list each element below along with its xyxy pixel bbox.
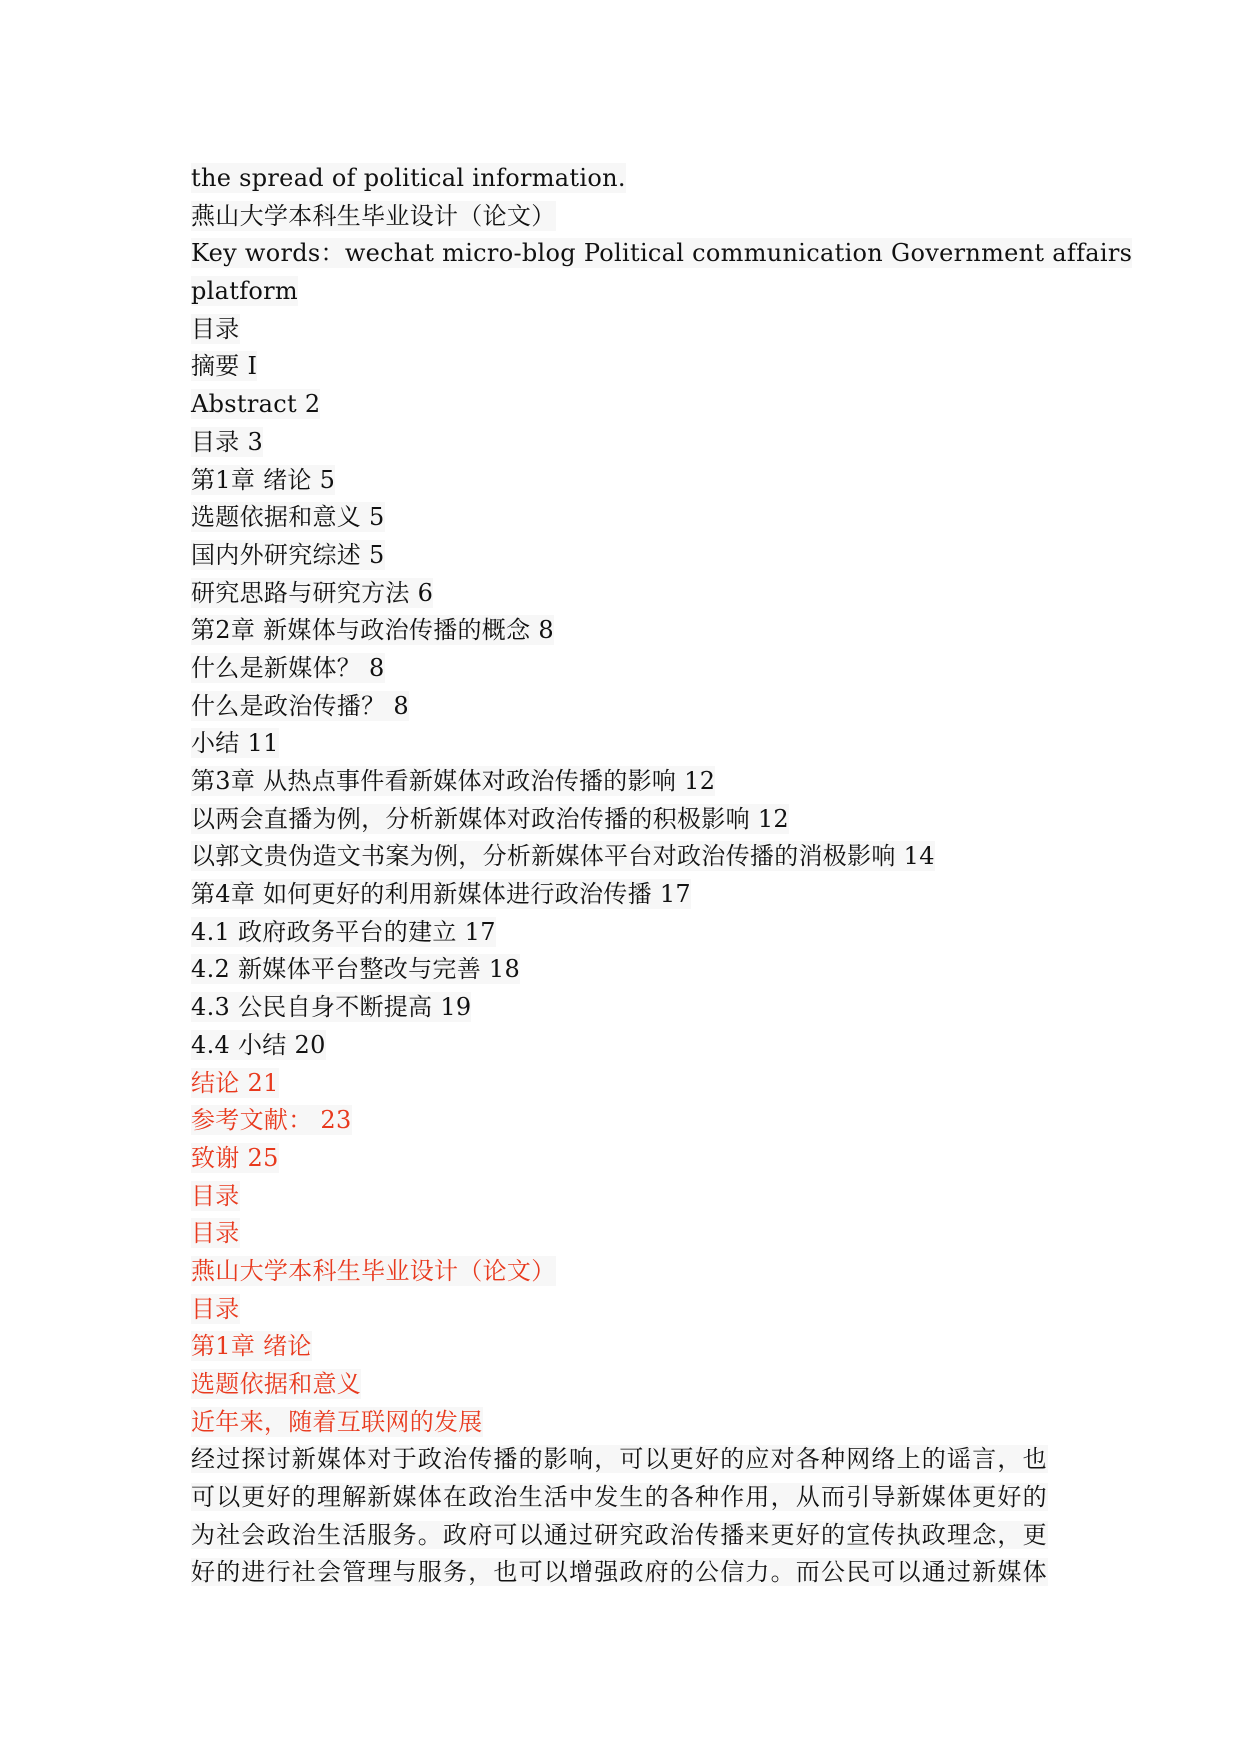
toc-entry [191, 348, 1056, 386]
document-body [191, 160, 1133, 1592]
text-line [191, 1291, 1056, 1329]
text-line [191, 1253, 1056, 1291]
line-text: 第4章 如何更好的利用新媒体进行政治传播 17 [191, 880, 691, 909]
text-line [191, 235, 1133, 273]
toc-entry [191, 650, 1056, 688]
chapter-heading [191, 1328, 1056, 1366]
line-text: 目录 [191, 1294, 240, 1323]
toc-entry [191, 763, 1056, 801]
line-text: 摘要 I [191, 352, 258, 381]
toc-entry [191, 462, 1056, 500]
line-text: 近年来，随着互联网的发展 [191, 1407, 483, 1436]
toc-entry [191, 537, 1056, 575]
line-text: 第1章 绪论 [191, 1332, 312, 1361]
line-text: platform [191, 277, 298, 306]
toc-entry [191, 424, 1056, 462]
line-text: 目录 [191, 1219, 240, 1248]
toc-entry [191, 989, 1056, 1027]
line-text: Key words：wechat micro-blog Political communication Government affairs [191, 239, 1133, 268]
section-heading [191, 1366, 1056, 1404]
line-text: 燕山大学本科生毕业设计（论文） [191, 201, 556, 230]
toc-entry [191, 951, 1056, 989]
toc-entry [191, 1065, 1056, 1103]
toc-entry [191, 386, 1056, 424]
toc-entry [191, 1140, 1056, 1178]
line-text: 第3章 从热点事件看新媒体对政治传播的影响 12 [191, 767, 716, 795]
text-line [191, 273, 1056, 311]
line-text: 什么是政治传播？ 8 [191, 691, 409, 720]
line-text: 4.3 公民自身不断提高 19 [191, 993, 472, 1022]
toc-entry [191, 801, 1056, 839]
line-text: 国内外研究综述 5 [191, 540, 385, 569]
text-line [191, 160, 1056, 198]
line-text: 4.2 新媒体平台整改与完善 18 [191, 955, 521, 984]
paragraph-text: 经过探讨新媒体对于政治传播的影响，可以更好的应对各种网络上的谣言，也可以更好的理解新媒体在政治生活中发生的各种作用，从而引导新媒体更好的为社会政治生活服务。政府可以通过研究政治传播来更好的宣传执政理念，更好的进行社会管理与服务，也可以增强政府的公信力。而公民可以通过新媒体 [191, 1445, 1048, 1587]
line-text: 第1章 绪论 5 [191, 465, 336, 494]
line-text: 燕山大学本科生毕业设计（论文） [191, 1256, 556, 1285]
line-text: 第2章 新媒体与政治传播的概念 8 [191, 616, 554, 645]
line-text: 目录 [191, 314, 240, 343]
line-text: 目录 [191, 1181, 240, 1210]
line-text: 小结 11 [191, 729, 279, 758]
text-line [191, 198, 1056, 236]
toc-entry [191, 499, 1056, 537]
line-text: 以两会直播为例，分析新媒体对政治传播的积极影响 12 [191, 804, 789, 833]
line-text: 4.1 政府政务平台的建立 17 [191, 917, 496, 946]
line-text: 4.4 小结 20 [191, 1030, 326, 1059]
toc-heading [191, 311, 1056, 349]
toc-entry [191, 575, 1056, 613]
line-text: Abstract 2 [191, 390, 321, 419]
toc-entry [191, 1102, 1056, 1140]
toc-entry [191, 914, 1056, 952]
line-text: 目录 3 [191, 427, 264, 456]
line-text: 选题依据和意义 [191, 1370, 362, 1398]
body-paragraph [191, 1441, 1056, 1592]
line-text: 参考文献： 23 [191, 1106, 352, 1135]
toc-entry [191, 688, 1056, 726]
line-text: 结论 21 [191, 1068, 279, 1097]
toc-entry [191, 725, 1056, 763]
line-text: 选题依据和意义 5 [191, 503, 385, 532]
line-text: the spread of political information. [191, 164, 626, 192]
line-text: 研究思路与研究方法 6 [191, 578, 434, 607]
text-line [191, 1404, 1056, 1442]
text-line [191, 1178, 1056, 1216]
toc-entry [191, 876, 1056, 914]
toc-entry [191, 838, 1056, 876]
line-text: 以郭文贵伪造文书案为例，分析新媒体平台对政治传播的消极影响 14 [191, 842, 935, 871]
text-line [191, 1215, 1056, 1253]
line-text: 什么是新媒体？ 8 [191, 653, 385, 682]
toc-entry [191, 612, 1056, 650]
line-text: 致谢 25 [191, 1143, 279, 1172]
toc-entry [191, 1027, 1056, 1065]
